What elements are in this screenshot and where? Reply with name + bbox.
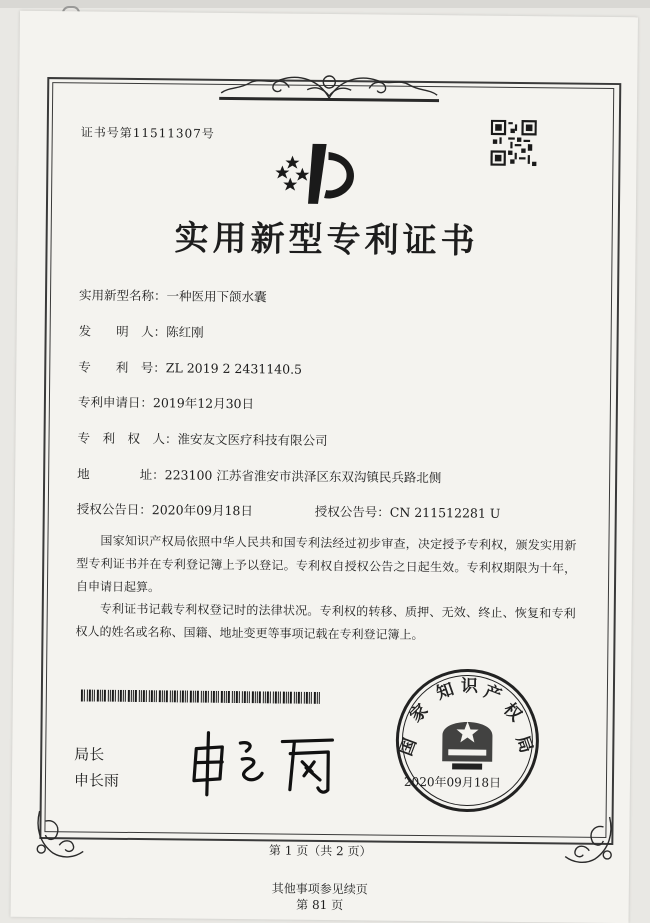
top-ornament-icon — [219, 69, 439, 103]
footer-page-number: 第 81 页 — [296, 897, 344, 913]
svg-text:权: 权 — [499, 699, 526, 726]
svg-text:识: 识 — [460, 676, 479, 697]
field-utility-model-name — [79, 285, 267, 305]
signatory-name: 申长雨 — [73, 771, 120, 790]
field-grant-publication-number — [315, 502, 501, 522]
field-value: ZL 2019 2 2431140.5 — [165, 360, 303, 377]
field-label: 授权公告日： — [76, 501, 152, 518]
field-label: 实用新型名称： — [78, 287, 167, 304]
statement-paragraph-1: 国家知识产权局依照中华人民共和国专利法经过初步审查，决定授予专利权，颁发实用新型专利证书并在专利登记簿上予以登记。专利权自授权公告之日起生效。专利权期限为十年，自申请日起算。 — [75, 533, 577, 595]
official-seal-icon — [392, 665, 544, 817]
signatory-title: 局长 — [74, 745, 105, 764]
field-inventor — [79, 321, 204, 340]
field-value: 2019年12月30日 — [152, 395, 255, 412]
field-label: 专利申请日： — [77, 394, 154, 411]
svg-text:局: 局 — [511, 733, 537, 756]
certificate-sheet — [11, 11, 638, 923]
qr-code-icon — [490, 120, 536, 166]
svg-text:国: 国 — [396, 735, 421, 759]
svg-text:家: 家 — [406, 700, 433, 727]
field-label: 专 利 权 人： — [77, 430, 178, 447]
field-address — [77, 464, 441, 486]
patent-office-emblem-icon — [268, 137, 364, 210]
statement-paragraph-2: 专利证书记载专利权登记时的法律状况。专利权的转移、质押、无效、终止、恢复和专利权人的姓名或名称、国籍、地址变更等事项记载在专利登记簿上。 — [75, 601, 576, 643]
field-value: 一种医用下颌水囊 — [166, 288, 267, 305]
field-grant-date — [77, 499, 253, 519]
field-patent-number — [78, 357, 302, 377]
field-label: 发 明 人： — [78, 323, 167, 340]
field-value: 淮安友文医疗科技有限公司 — [177, 431, 328, 449]
field-application-date — [78, 392, 254, 412]
field-value: CN 211512281 U — [389, 504, 501, 521]
handwritten-signature-icon — [182, 719, 383, 801]
photo-top-edge — [0, 0, 650, 8]
svg-text:知: 知 — [433, 679, 457, 704]
field-value: 223100 江苏省淮安市洪泽区东双沟镇民兵路北侧 — [164, 467, 442, 486]
field-label: 专 利 号： — [78, 359, 166, 376]
field-value: 2020年09月18日 — [151, 502, 254, 519]
seal-date: 2020年09月18日 — [403, 774, 502, 790]
certificate-title: 实用新型专利证书 — [174, 218, 479, 262]
field-value: 陈红刚 — [166, 324, 204, 340]
barcode-icon — [81, 689, 325, 704]
field-patentee — [77, 428, 327, 449]
field-label: 地 址： — [77, 466, 165, 483]
certificate-number: 证书号第11511307号 — [80, 125, 215, 141]
svg-text:产: 产 — [481, 681, 505, 707]
page-number: 第 1 页（共 2 页） — [268, 843, 372, 859]
footer-note: 其他事项参见续页 — [271, 881, 368, 897]
field-label: 授权公告号： — [314, 503, 390, 520]
